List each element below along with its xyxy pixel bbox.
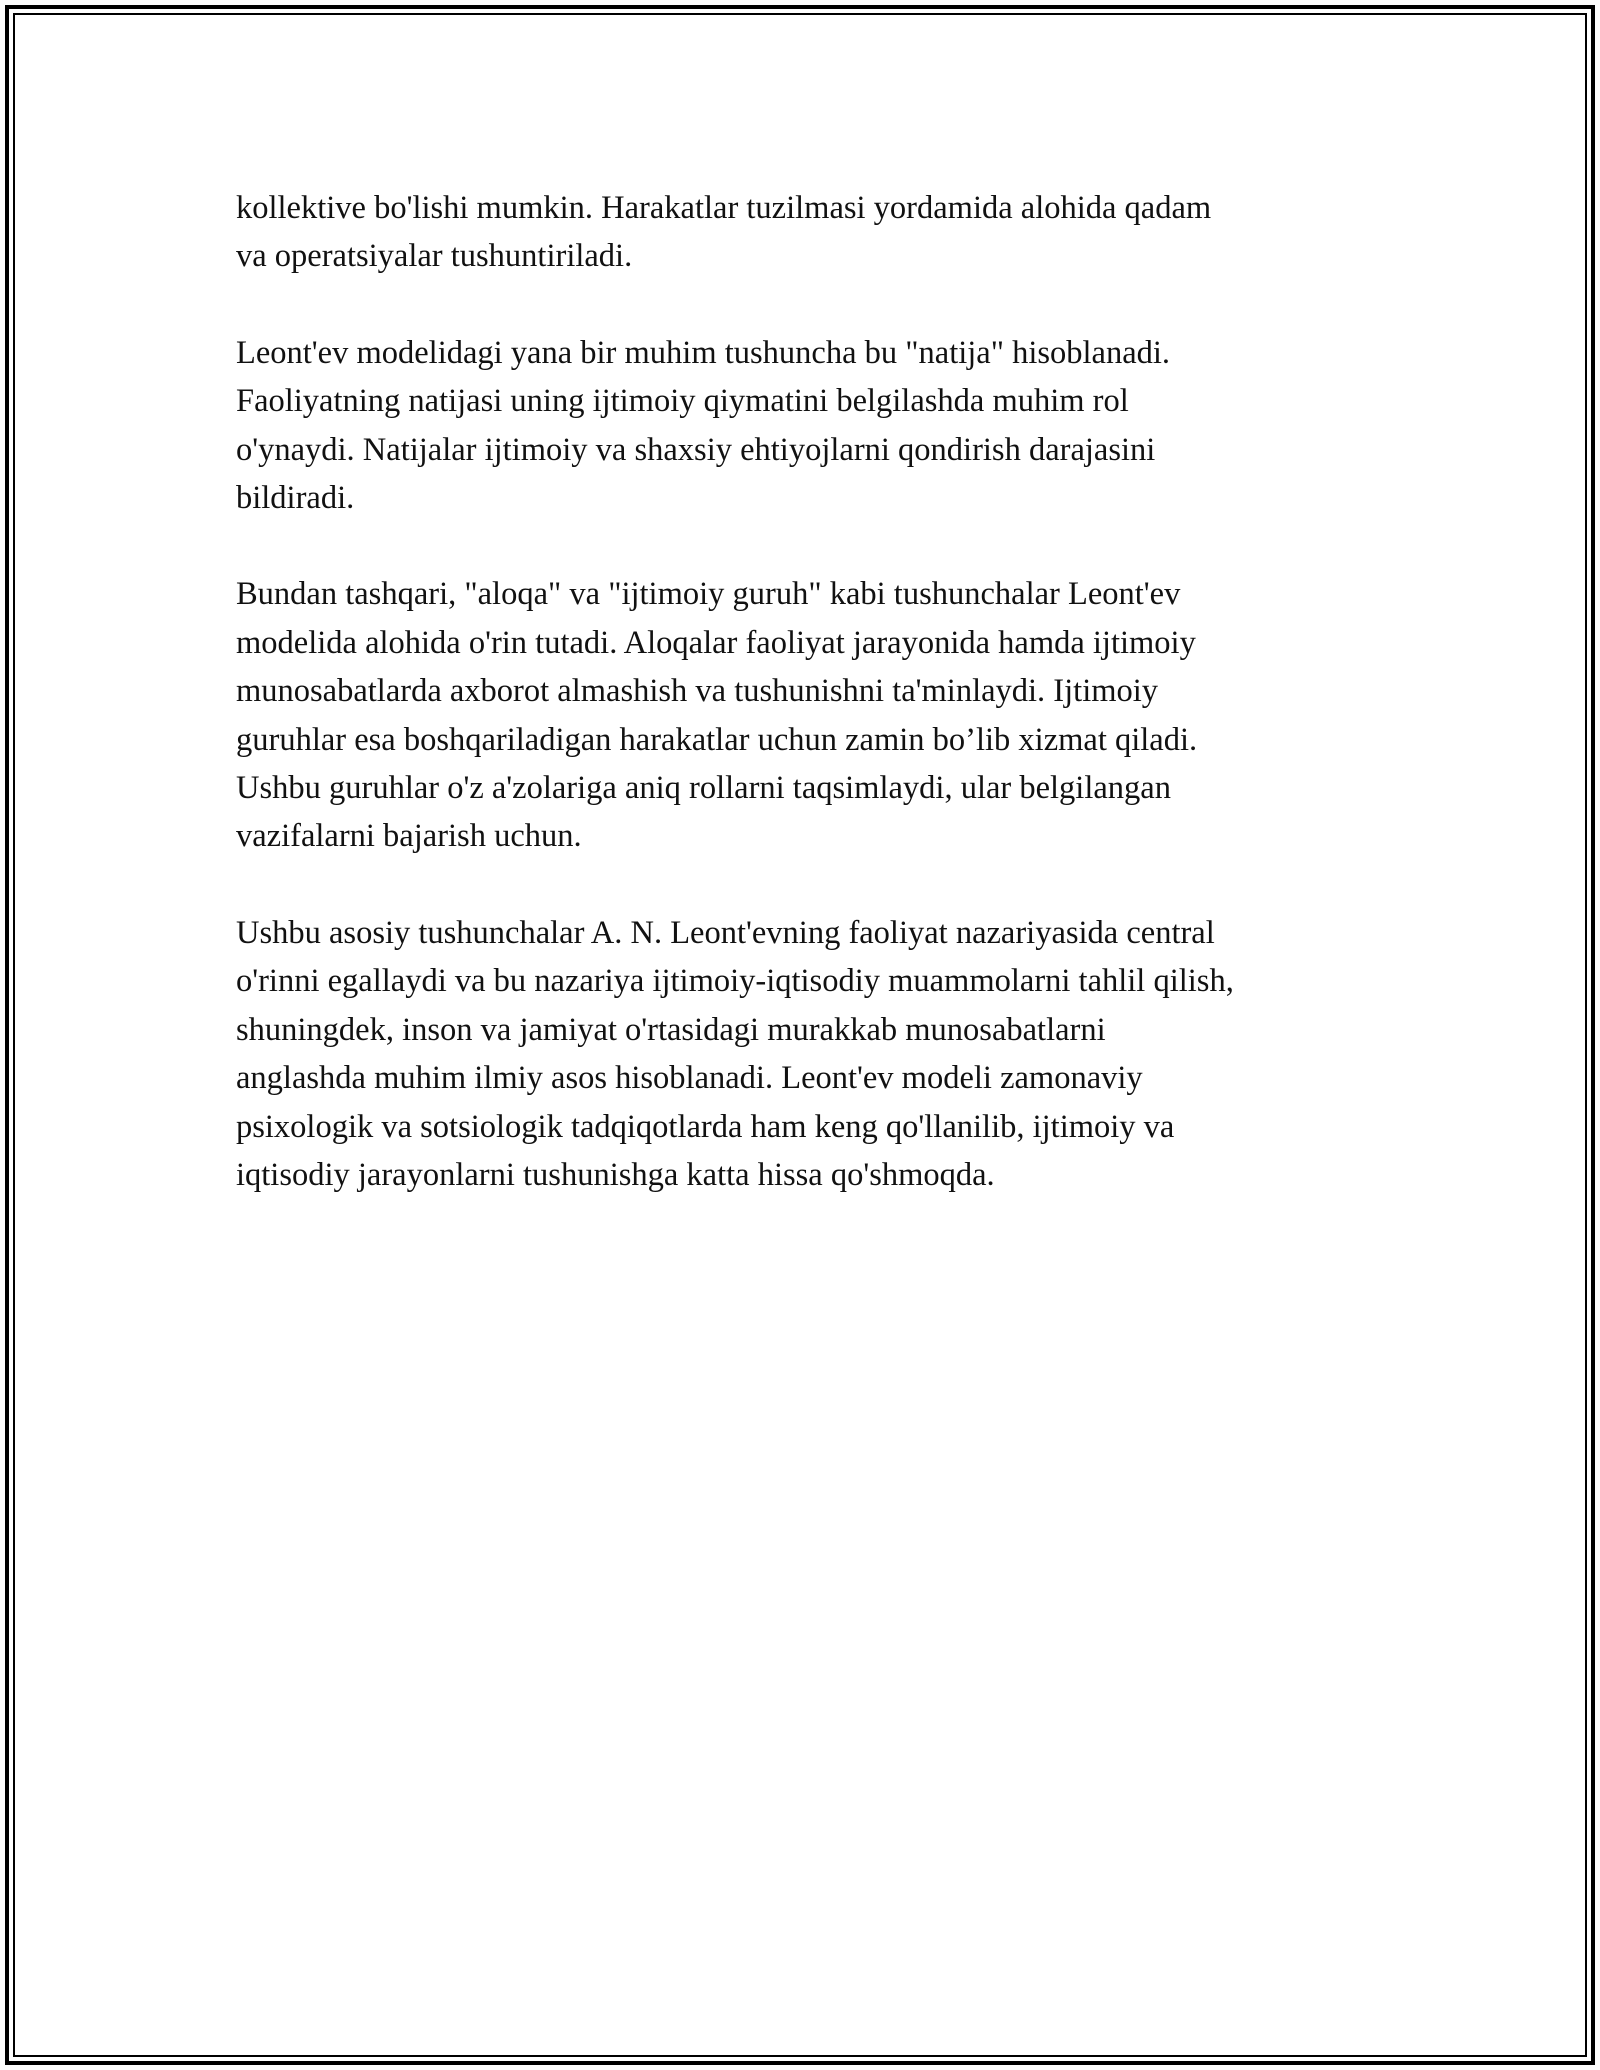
text-line: iqtisodiy jarayonlarni tushunishga katta hissa qo'shmoqda. (236, 1156, 995, 1193)
text-line: Leont'ev modelidagi yana bir muhim tushuncha bu "natija" hisoblanadi. (236, 334, 1171, 371)
text-line: guruhlar esa boshqariladigan harakatlar uchun zamin bo’lib xizmat qiladi. (236, 721, 1198, 758)
text-line: Ushbu guruhlar o'z a'zolariga aniq rollarni taqsimlaydi, ular belgilangan (236, 770, 1171, 807)
text-line: o'ynaydi. Natijalar ijtimoiy va shaxsiy ehtiyojlarni qondirish darajasini (236, 431, 1156, 468)
text-line: vazifalarni bajarish uchun. (236, 818, 582, 855)
paragraph-4 (236, 909, 1386, 1199)
text-line: Faoliyatning natijasi uning ijtimoiy qiymatini belgilashda muhim rol (236, 383, 1129, 420)
text-line: munosabatlarda axborot almashish va tushunishni ta'minlaydi. Ijtimoiy (236, 673, 1159, 710)
text-line: bildiradi. (236, 480, 355, 517)
text-line: o'rinni egallaydi va bu nazariya ijtimoiy-iqtisodiy muammolarni tahlil qilish, (236, 963, 1234, 1000)
text-line: va operatsiyalar tushuntiriladi. (236, 238, 633, 275)
text-line: psixologik va sotsiologik tadqiqotlarda ham keng qo'llanilib, ijtimoiy va (236, 1108, 1175, 1145)
paragraph-1 (236, 184, 1386, 281)
paragraph-3 (236, 570, 1386, 860)
text-line: anglashda muhim ilmiy asos hisoblanadi. Leont'ev modeli zamonaviy (236, 1060, 1143, 1097)
text-line: Bundan tashqari, "aloqa" va "ijtimoiy guruh" kabi tushunchalar Leont'ev (236, 576, 1181, 613)
text-line: kollektive bo'lishi mumkin. Harakatlar tuzilmasi yordamida alohida qadam (236, 190, 1212, 226)
text-line: Ushbu asosiy tushunchalar A. N. Leont'evning faoliyat nazariyasida central (236, 914, 1215, 951)
paragraph-2 (236, 329, 1386, 523)
text-line: shuningdek, inson va jamiyat o'rtasidagi murakkab munosabatlarni (236, 1011, 1106, 1048)
document-body (236, 184, 1386, 1247)
text-line: modelida alohida o'rin tutadi. Aloqalar faoliyat jarayonida hamda ijtimoiy (236, 624, 1196, 661)
